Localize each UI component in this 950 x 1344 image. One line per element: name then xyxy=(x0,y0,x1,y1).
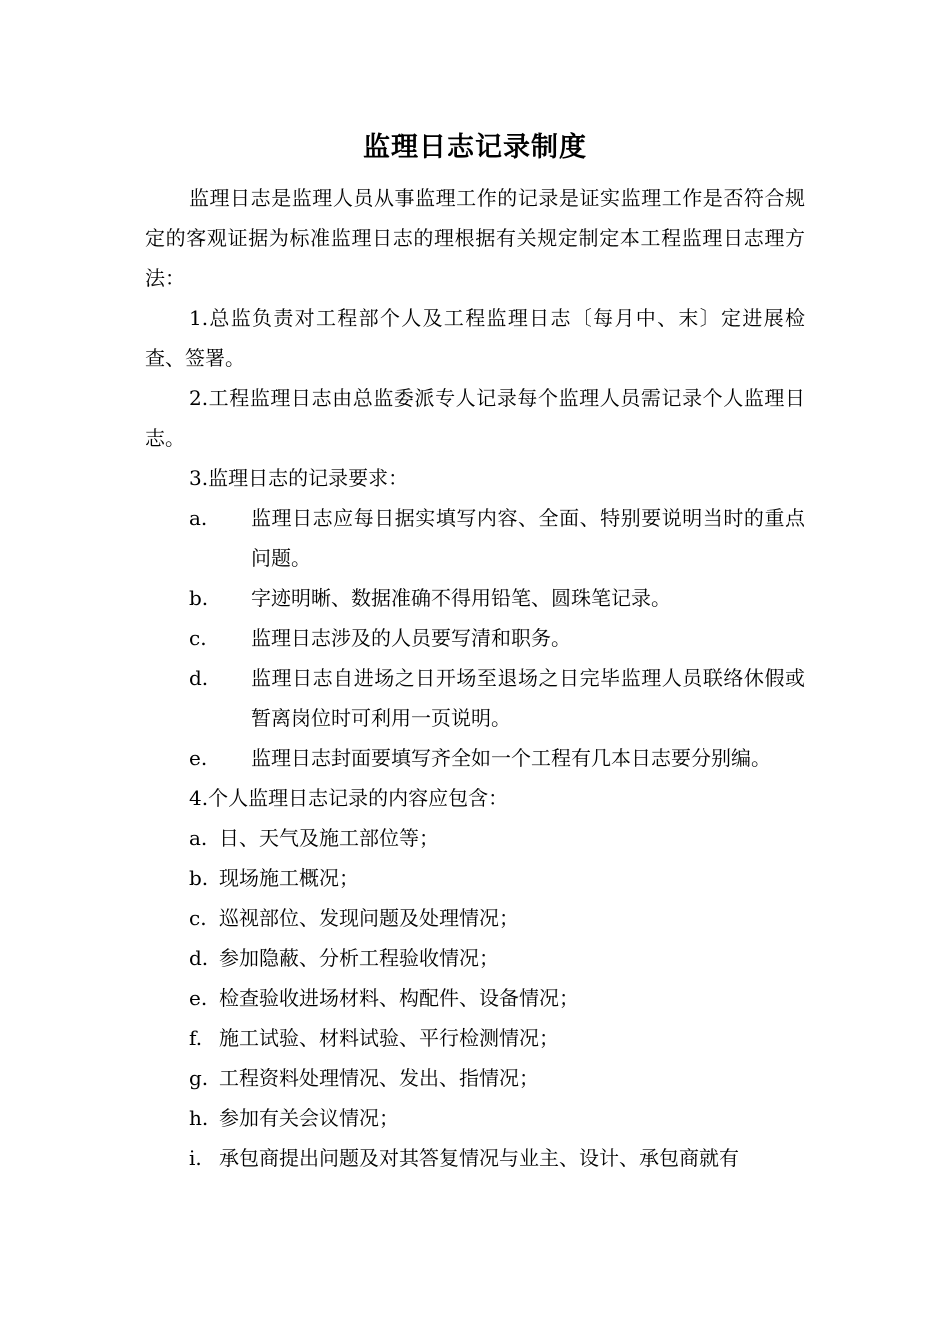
clause-4: 4.个人监理日志记录的内容应包含： xyxy=(189,786,509,810)
list-text: 日、天气及施工部位等； xyxy=(219,826,439,850)
list-text: 承包商提出问题及对其答复情况与业主、设计、承包商就有 xyxy=(219,1146,739,1170)
list-item xyxy=(145,738,805,778)
list-item xyxy=(145,1138,805,1178)
list-item xyxy=(145,858,805,898)
list-text: 巡视部位、发现问题及处理情况； xyxy=(219,906,519,930)
list-item xyxy=(145,1098,805,1138)
list-text: 监理日志自进场之日开场至退场之日完毕监理人员联络休假或暂离岗位时可利用一页说明。 xyxy=(251,666,805,730)
clause-3: 3.监理日志的记录要求： xyxy=(189,466,409,490)
contents-list xyxy=(145,818,805,1178)
list-text: 工程资料处理情况、发出、指情况； xyxy=(219,1066,539,1090)
document-body xyxy=(145,178,805,1178)
list-item xyxy=(145,498,805,578)
requirements-list xyxy=(145,498,805,778)
list-marker: g. xyxy=(189,1066,209,1090)
list-marker: d. xyxy=(189,666,209,690)
list-text: 监理日志封面要填写齐全如一个工程有几本日志要分别编。 xyxy=(251,746,771,770)
list-marker: e. xyxy=(189,746,208,770)
list-item xyxy=(145,618,805,658)
list-text: 现场施工概况； xyxy=(219,866,359,890)
list-item xyxy=(145,898,805,938)
list-marker: c. xyxy=(189,906,207,930)
clause-2: 2.工程监理日志由总监委派专人记录每个监理人员需记录个人监理日志。 xyxy=(145,386,805,450)
list-marker: i. xyxy=(189,1146,202,1170)
document-title: 监理日志记录制度 xyxy=(363,132,587,163)
list-item xyxy=(145,818,805,858)
list-marker: e. xyxy=(189,986,208,1010)
list-text: 检查验收进场材料、构配件、设备情况； xyxy=(219,986,579,1010)
list-text: 监理日志涉及的人员要写清和职务。 xyxy=(251,626,571,650)
list-marker: h. xyxy=(189,1106,209,1130)
list-marker: c. xyxy=(189,626,207,650)
list-text: 施工试验、材料试验、平行检测情况； xyxy=(219,1026,559,1050)
list-marker: b. xyxy=(189,586,209,610)
list-text: 参加隐蔽、分析工程验收情况； xyxy=(219,946,499,970)
list-marker: a. xyxy=(189,826,208,850)
list-item xyxy=(145,938,805,978)
list-item xyxy=(145,1058,805,1098)
list-item xyxy=(145,978,805,1018)
list-marker: d. xyxy=(189,946,209,970)
list-marker: b. xyxy=(189,866,209,890)
list-text: 字迹明晰、数据准确不得用铅笔、圆珠笔记录。 xyxy=(251,586,671,610)
intro-paragraph: 监理日志是监理人员从事监理工作的记录是证实监理工作是否符合规定的客观证据为标准监理日志的理根据有关规定制定本工程监理日志理方法： xyxy=(145,186,805,290)
list-text: 监理日志应每日据实填写内容、全面、特别要说明当时的重点问题。 xyxy=(251,506,805,570)
list-marker: a. xyxy=(189,506,208,530)
list-item xyxy=(145,578,805,618)
list-text: 参加有关会议情况； xyxy=(219,1106,399,1130)
clause-1: 1.总监负责对工程部个人及工程监理日志〔每月中、末〕定进展检查、签署。 xyxy=(145,306,805,370)
list-marker: f. xyxy=(189,1026,203,1050)
list-item xyxy=(145,658,805,738)
list-item xyxy=(145,1018,805,1058)
